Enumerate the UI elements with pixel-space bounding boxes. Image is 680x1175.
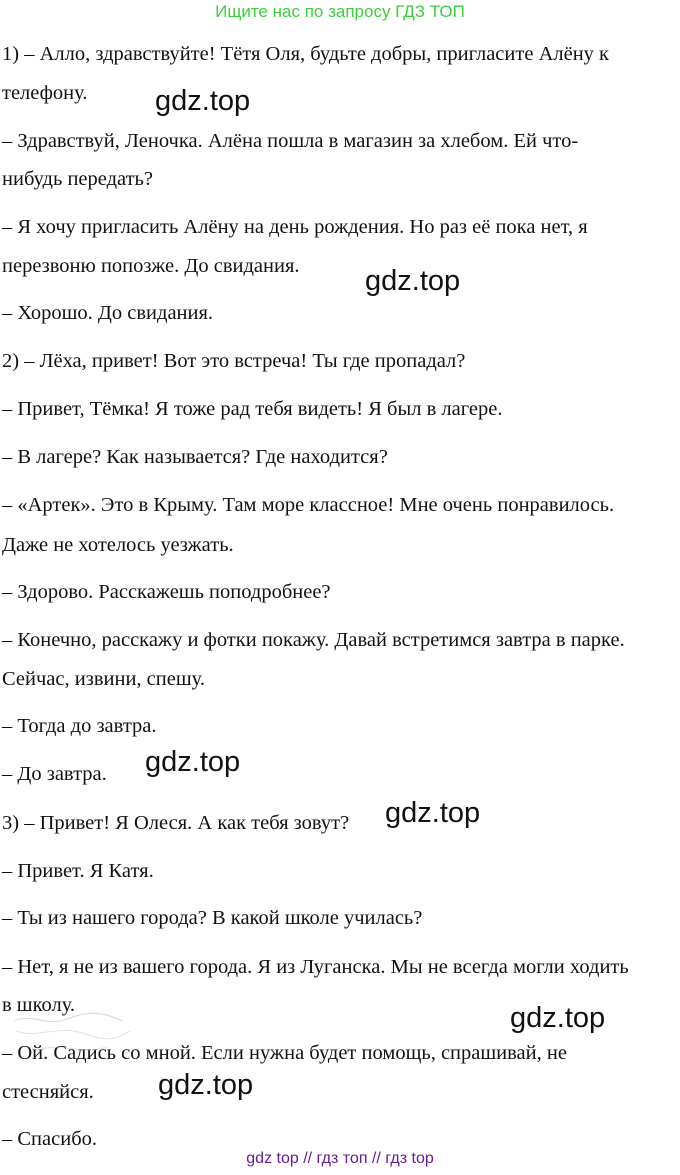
text-line: стесняйся. (2, 1081, 94, 1103)
text-line: 1) – Алло, здравствуйте! Тётя Оля, будьте добры, пригласите Алёну к (2, 43, 610, 65)
watermark: gdz.top (365, 265, 461, 297)
watermark: gdz.top (158, 1069, 254, 1101)
watermark: gdz.top (145, 746, 241, 778)
scribble-smudge (12, 1003, 132, 1063)
footer-watermark-links: gdz top // гдз топ // гдз top (246, 1150, 434, 1167)
text-line: Даже не хотелось уезжать. (2, 534, 234, 556)
text-line: – «Артек». Это в Крыму. Там море классное! Мне очень понравилось. (2, 494, 615, 516)
search-hint-header: Ищите нас по запросу ГДЗ ТОП (215, 2, 465, 21)
text-line: нибудь передать? (2, 168, 154, 190)
text-line: 2) – Лёха, привет! Вот это встреча! Ты где пропадал? (2, 350, 466, 372)
text-line: в школу. (2, 994, 76, 1016)
text-line: – Привет. Я Катя. (2, 860, 154, 882)
text-line: – Здорово. Расскажешь поподробнее? (2, 581, 331, 603)
text-line: – Спасибо. (2, 1128, 97, 1150)
text-line: – Привет, Тёмка! Я тоже рад тебя видеть! Я был в лагере. (2, 398, 503, 420)
watermark: gdz.top (510, 1002, 606, 1034)
text-line: телефону. (2, 82, 88, 104)
text-line: – Нет, я не из вашего города. Я из Луганска. Мы не всегда могли ходить (2, 956, 629, 978)
watermark: gdz.top (155, 85, 251, 117)
text-line: Сейчас, извини, спешу. (2, 668, 205, 690)
text-line: – Ой. Садись со мной. Если нужна будет помощь, спрашивай, не (2, 1042, 567, 1064)
text-line: – В лагере? Как называется? Где находится? (2, 446, 388, 468)
text-line: – Конечно, расскажу и фотки покажу. Давай встретимся завтра в парке. (2, 629, 625, 651)
text-line: 3) – Привет! Я Олеся. А как тебя зовут? (2, 812, 350, 834)
text-line: – До завтра. (2, 763, 107, 785)
watermark: gdz.top (385, 797, 481, 829)
text-line: – Здравствуй, Леночка. Алёна пошла в магазин за хлебом. Ей что- (2, 130, 579, 152)
text-line: – Тогда до завтра. (2, 715, 157, 737)
text-line: перезвоню попозже. До свидания. (2, 255, 300, 277)
text-line: – Я хочу пригласить Алёну на день рождения. Но раз её пока нет, я (2, 216, 588, 238)
text-line: – Ты из нашего города? В какой школе училась? (2, 907, 423, 929)
text-line: – Хорошо. До свидания. (2, 302, 214, 324)
